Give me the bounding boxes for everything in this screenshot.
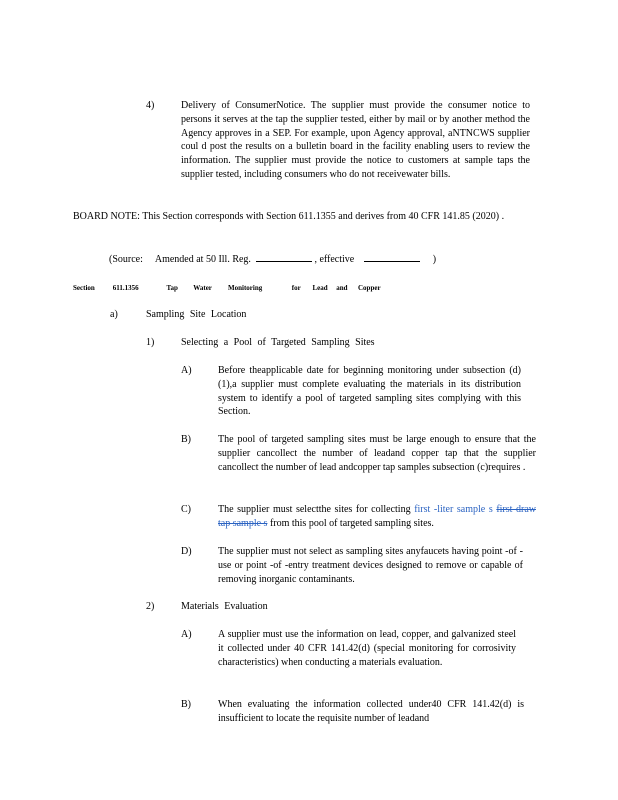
heading-word: Water [193,284,212,292]
item-1C-text [218,503,536,531]
item-2B-text: When evaluating the information collected under40 CFR 141.42(d) is insufficient to locate the requisite number of leadand [218,699,524,724]
item-1C-before: The supplier must selectthe sites for collecting [218,504,411,515]
item-2A-text: A supplier must use the information on lead, copper, and galvanized steel it collected under 40 CFR 141.42(d) (special monitoring for corrosivity characteristics) when conducting a materials evaluation. [218,629,516,668]
item-2B-label: B) [181,699,191,710]
item-4-text: Delivery of ConsumerNotice. The supplier must provide the consumer notice to persons it serves at the tap the supplier tested, either by mail or by another method the Agency approves in a SEP. For example, upon Agency approval, aNTNCWS supplier coul d post the results on a bulletin board in the facility enabling users to review the information. The supplier must provide the notice to customers at sample taps the supplier tested, including consumers who do not receivewater bills. [181,100,530,180]
effective-date-blank [364,252,420,262]
heading-word: Copper [358,284,381,292]
section-heading [73,284,381,292]
item-1-label: 1) [146,337,155,348]
item-2-label: 2) [146,601,155,612]
section-label: Section [73,284,95,292]
item-4-label: 4) [146,100,155,111]
source-open: (Source: [109,254,143,265]
item-1A-label: A) [181,365,192,376]
source-amended: Amended at 50 Ill. Reg. [154,254,251,265]
item-1-title: Selecting a Pool of Targeted Sampling Sites [181,337,375,348]
deleted-text: first draw tap sample s [218,504,536,529]
heading-word: and [336,284,348,292]
heading-word: Tap [166,284,178,292]
source-effective: , effective [314,254,355,265]
item-1C-label: C) [181,504,191,515]
heading-word: Monitoring [228,284,263,292]
item-2A-label: A) [181,629,192,640]
subsection-a-label: a) [110,309,118,320]
section-number: 611.1356 [112,284,139,292]
board-note: BOARD NOTE: This Section corresponds with Section 611.1355 and derives from 40 CFR 141.85 (2020) . [73,211,505,222]
item-1D-text: The supplier must not select as sampling sites anyfaucets having point -of -use or point -of -entry treatment devices designed to remove or capable of removing inorganic contaminants. [218,546,523,585]
source-line [109,252,436,267]
item-1D-label: D) [181,546,192,557]
item-1A-text: Before theapplicable date for beginning monitoring under subsection (d)(1),a supplier must complete evaluating the materials in its distribution system to identify a pool of targeted sampling sites complying with this Section. [218,365,521,418]
inserted-text: first -liter sample s [414,504,493,515]
heading-word: Lead [312,284,328,292]
item-1B-label: B) [181,434,191,445]
item-1B-text: The pool of targeted sampling sites must be large enough to ensure that the supplier cancollect the number of leadand copper tap that the supplier cancollect the number of lead andcopper tap samples subsection (c)requires . [218,434,536,473]
subsection-a-title: Sampling Site Location [146,309,247,320]
item-2-title: Materials Evaluation [181,601,268,612]
source-close: ) [432,254,437,265]
heading-word: for [291,284,301,292]
item-1C-after: from this pool of targeted sampling sites. [269,517,434,529]
register-blank [256,252,312,262]
